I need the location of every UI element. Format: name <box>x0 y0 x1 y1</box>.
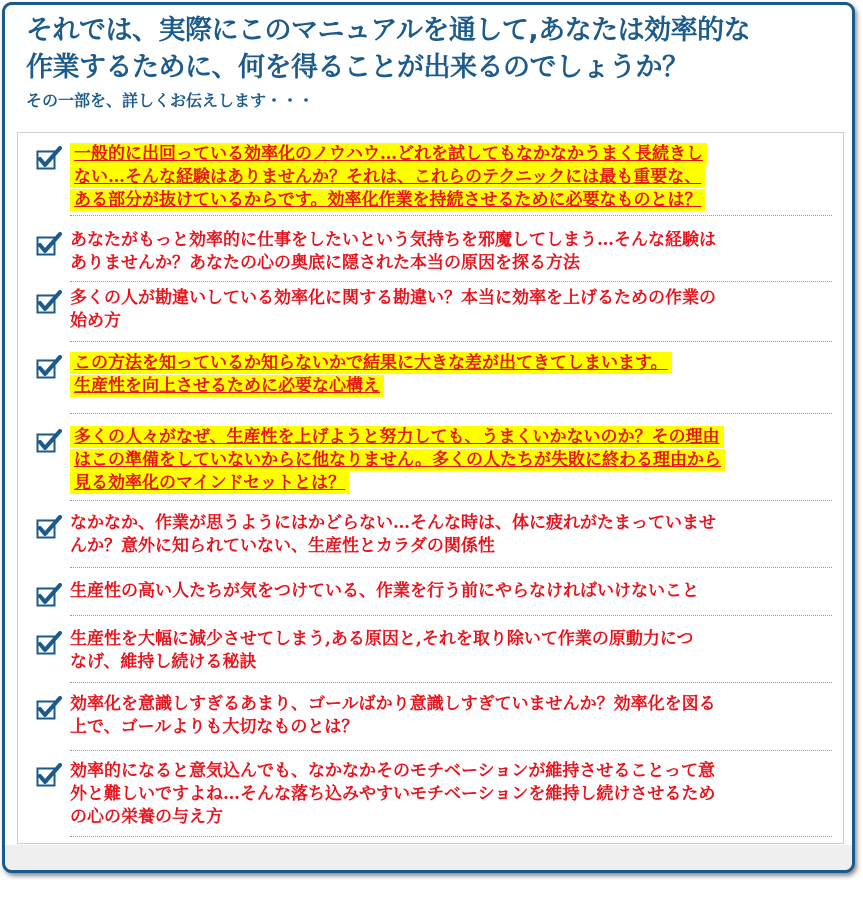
list-item-line: の心の栄養の与え方 <box>70 807 223 827</box>
list-item-line: 見る効率化のマインドセットとは？ <box>70 472 836 495</box>
list-item <box>36 287 836 333</box>
dotted-divider <box>70 682 832 683</box>
page-subtitle: その一部を、詳しくお伝えします・・・ <box>26 91 315 110</box>
list-item-text <box>70 628 836 674</box>
checked-box-icon <box>36 631 62 655</box>
list-item <box>36 628 836 674</box>
checked-box-icon <box>36 763 62 787</box>
checked-box-icon <box>36 696 62 720</box>
list-item <box>36 426 836 495</box>
list-item-line: 多くの人が勘違いしている効率化に関する勘違い？本当に効率を上げるための作業の <box>70 288 716 308</box>
checked-box-icon <box>36 429 62 453</box>
list-item-line: ありませんか？あなたの心の奥底に隠された本当の原因を探る方法 <box>70 253 580 273</box>
dotted-divider <box>70 836 832 837</box>
dotted-divider <box>70 281 832 282</box>
dotted-divider <box>70 341 832 342</box>
page-title-line: 作業するために、何を得ることが出来るのでしょうか？ <box>26 52 689 83</box>
page-title <box>26 12 836 86</box>
list-item-text <box>70 352 836 398</box>
list-item <box>36 352 836 398</box>
list-item-line: 多くの人々がなぜ、生産性を上げようと努力しても、うまくいかないのか？その理由 <box>70 426 836 449</box>
list-item-line: んか？意外に知られていない、生産性とカラダの関係性 <box>70 536 495 556</box>
list-item-text <box>70 426 836 495</box>
list-item-line: 生産性を向上させるために必要な心構え <box>70 375 836 398</box>
list-item-line: 外と難しいですよね…そんな落ち込みやすいモチベーションを維持し続けさせるため <box>70 784 716 804</box>
page-title-line: それでは、実際にこのマニュアルを通して,あなたは効率的な <box>26 15 751 46</box>
list-item-line: 上で、ゴールよりも大切なものとは？ <box>70 717 359 737</box>
list-item-text <box>70 143 836 212</box>
dotted-divider <box>70 750 832 751</box>
list-item-line: 効率的になると意気込んでも、なかなかそのモチベーションが維持させることって意 <box>70 761 715 781</box>
list-item-text <box>70 693 836 739</box>
list-item-text <box>70 287 836 333</box>
list-item-line: なかなか、作業が思うようにはかどらない…そんな時は、体に疲れがたまっていませ <box>70 513 716 533</box>
list-item <box>36 512 836 558</box>
list-item-line: ある部分が抜けているからです。効率化作業を持続させるために必要なものとは？ <box>70 189 836 212</box>
checked-box-icon <box>36 290 62 314</box>
checked-box-icon <box>36 583 62 607</box>
heading-block <box>26 12 836 112</box>
list-item-line: 始め方 <box>70 311 121 331</box>
list-item-line: 効率化を意識しすぎるあまり、ゴールばかり意識しすぎていませんか？効率化を図る <box>70 694 716 714</box>
list-item-text <box>70 512 836 558</box>
list-item <box>36 580 836 607</box>
dotted-divider <box>70 615 832 616</box>
dotted-divider <box>70 500 832 501</box>
bottom-band <box>5 845 852 870</box>
dotted-divider <box>70 215 832 216</box>
list-item-line: 一般的に出回っている効率化のノウハウ…どれを試してもなかなかうまく長続きし <box>70 143 836 166</box>
list-item <box>36 229 836 275</box>
list-item-line: 生産性を大幅に減少させてしまう,ある原因と,それを取り除いて作業の原動力につ <box>70 629 694 649</box>
checked-box-icon <box>36 515 62 539</box>
list-item-text <box>70 229 836 275</box>
list-item-line: 生産性の高い人たちが気をつけている、作業を行う前にやらなければいけないこと <box>70 581 699 601</box>
dotted-divider <box>70 413 832 414</box>
list-item-line: はこの準備をしていないからに他なりません。多くの人たちが失敗に終わる理由から <box>70 449 836 472</box>
list-item <box>36 760 836 829</box>
dotted-divider <box>70 567 832 568</box>
list-item-line: ない…そんな経験はありませんか？それは、これらのテクニックには最も重要な、 <box>70 166 836 189</box>
checked-box-icon <box>36 232 62 256</box>
list-item-line: あなたがもっと効率的に仕事をしたいという気持ちを邪魔してしまう…そんな経験は <box>70 230 716 250</box>
list-item-text <box>70 760 836 829</box>
list-item-line: この方法を知っているか知らないかで結果に大きな差が出てきてしまいます。 <box>70 352 836 375</box>
list-item-line: なげ、維持し続ける秘訣 <box>70 652 257 672</box>
checked-box-icon <box>36 355 62 379</box>
list-item-text <box>70 580 836 603</box>
checked-box-icon <box>36 146 62 170</box>
list-item <box>36 143 836 212</box>
list-item <box>36 693 836 739</box>
